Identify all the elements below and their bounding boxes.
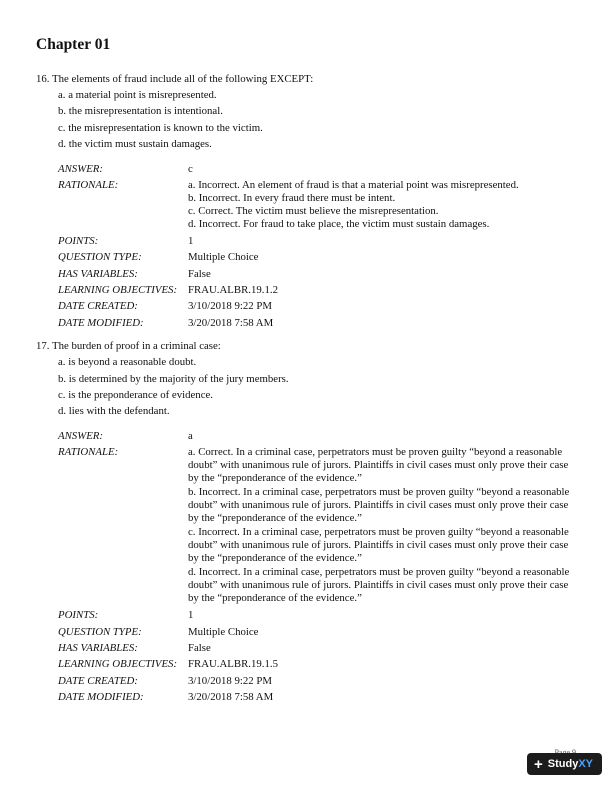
answer-value: c [188, 163, 193, 175]
studyxy-badge[interactable] [527, 753, 602, 775]
rationale-line: by the “preponderance of the evidence.” [188, 512, 362, 524]
date-created-label: DATE CREATED: [58, 675, 138, 687]
rationale-line: by the “preponderance of the evidence.” [188, 592, 362, 604]
option-a: a. a material point is misrepresented. [58, 89, 217, 101]
date-modified-value: 3/20/2018 7:58 AM [188, 691, 274, 703]
question-type-label: QUESTION TYPE: [58, 251, 142, 263]
rationale-line: doubt” with unanimous rule of jurors. Plaintiffs in civil cases must only prove their case [188, 539, 569, 551]
option-b: b. the misrepresentation is intentional. [58, 105, 223, 117]
answer-value: a [188, 430, 193, 442]
badge-text [548, 758, 593, 770]
points-label: POINTS: [58, 235, 99, 247]
rationale-line: c. Correct. The victim must believe the misrepresentation. [188, 205, 439, 217]
date-created-value: 3/10/2018 9:22 PM [188, 300, 272, 312]
date-modified-label: DATE MODIFIED: [58, 691, 144, 703]
plus-icon: + [533, 755, 543, 773]
option-d: d. lies with the defendant. [58, 405, 170, 417]
question-stem: 16. The elements of fraud include all of the following EXCEPT: [36, 73, 314, 85]
learning-objectives-value: FRAU.ALBR.19.1.2 [188, 284, 278, 296]
option-c: c. is the preponderance of evidence. [58, 389, 213, 401]
rationale-line: doubt” with unanimous rule of jurors. Plaintiffs in civil cases must only prove their case [188, 579, 569, 591]
answer-label: ANSWER: [58, 430, 103, 442]
learning-objectives-value: FRAU.ALBR.19.1.5 [188, 658, 278, 670]
points-value: 1 [188, 235, 194, 247]
has-variables-value: False [188, 268, 211, 280]
learning-objectives-label: LEARNING OBJECTIVES: [58, 284, 178, 296]
rationale-line: c. Incorrect. In a criminal case, perpetrators must be proven guilty “beyond a reasonable [188, 526, 569, 538]
option-a: a. is beyond a reasonable doubt. [58, 356, 197, 368]
rationale-label: RATIONALE: [58, 446, 119, 458]
date-created-value: 3/10/2018 9:22 PM [188, 675, 272, 687]
question-type-value: Multiple Choice [188, 626, 259, 638]
question-stem: 17. The burden of proof in a criminal case: [36, 340, 221, 352]
rationale-line: by the “preponderance of the evidence.” [188, 552, 362, 564]
learning-objectives-label: LEARNING OBJECTIVES: [58, 658, 178, 670]
answer-label: ANSWER: [58, 163, 103, 175]
date-modified-label: DATE MODIFIED: [58, 317, 144, 329]
rationale-line: b. Incorrect. In every fraud there must be intent. [188, 192, 396, 204]
badge-prefix: Study [547, 758, 579, 770]
badge-suffix: XY [578, 758, 593, 770]
date-created-label: DATE CREATED: [58, 300, 138, 312]
rationale-line: d. Incorrect. For fraud to take place, the victim must sustain damages. [188, 218, 490, 230]
option-c: c. the misrepresentation is known to the victim. [58, 122, 263, 134]
date-modified-value: 3/20/2018 7:58 AM [188, 317, 274, 329]
option-b: b. is determined by the majority of the jury members. [58, 373, 289, 385]
has-variables-label: HAS VARIABLES: [58, 642, 138, 654]
rationale-line: doubt” with unanimous rule of jurors. Plaintiffs in civil cases must only prove their case [188, 499, 569, 511]
rationale-line: a. Incorrect. An element of fraud is that a material point was misrepresented. [188, 179, 519, 191]
rationale-line: b. Incorrect. In a criminal case, perpetrators must be proven guilty “beyond a reasonable [188, 486, 570, 498]
rationale-line: by the “preponderance of the evidence.” [188, 472, 362, 484]
points-value: 1 [188, 609, 194, 621]
has-variables-label: HAS VARIABLES: [58, 268, 138, 280]
rationale-line: doubt” with unanimous rule of jurors. Plaintiffs in civil cases must only prove their case [188, 459, 569, 471]
chapter-title: Chapter 01 [36, 36, 111, 53]
option-d: d. the victim must sustain damages. [58, 138, 212, 150]
question-type-value: Multiple Choice [188, 251, 259, 263]
has-variables-value: False [188, 642, 211, 654]
rationale-line: a. Correct. In a criminal case, perpetrators must be proven guilty “beyond a reasonable [188, 446, 563, 458]
rationale-line: d. Incorrect. In a criminal case, perpetrators must be proven guilty “beyond a reasonable [188, 566, 570, 578]
rationale-label: RATIONALE: [58, 179, 119, 191]
points-label: POINTS: [58, 609, 99, 621]
question-type-label: QUESTION TYPE: [58, 626, 142, 638]
